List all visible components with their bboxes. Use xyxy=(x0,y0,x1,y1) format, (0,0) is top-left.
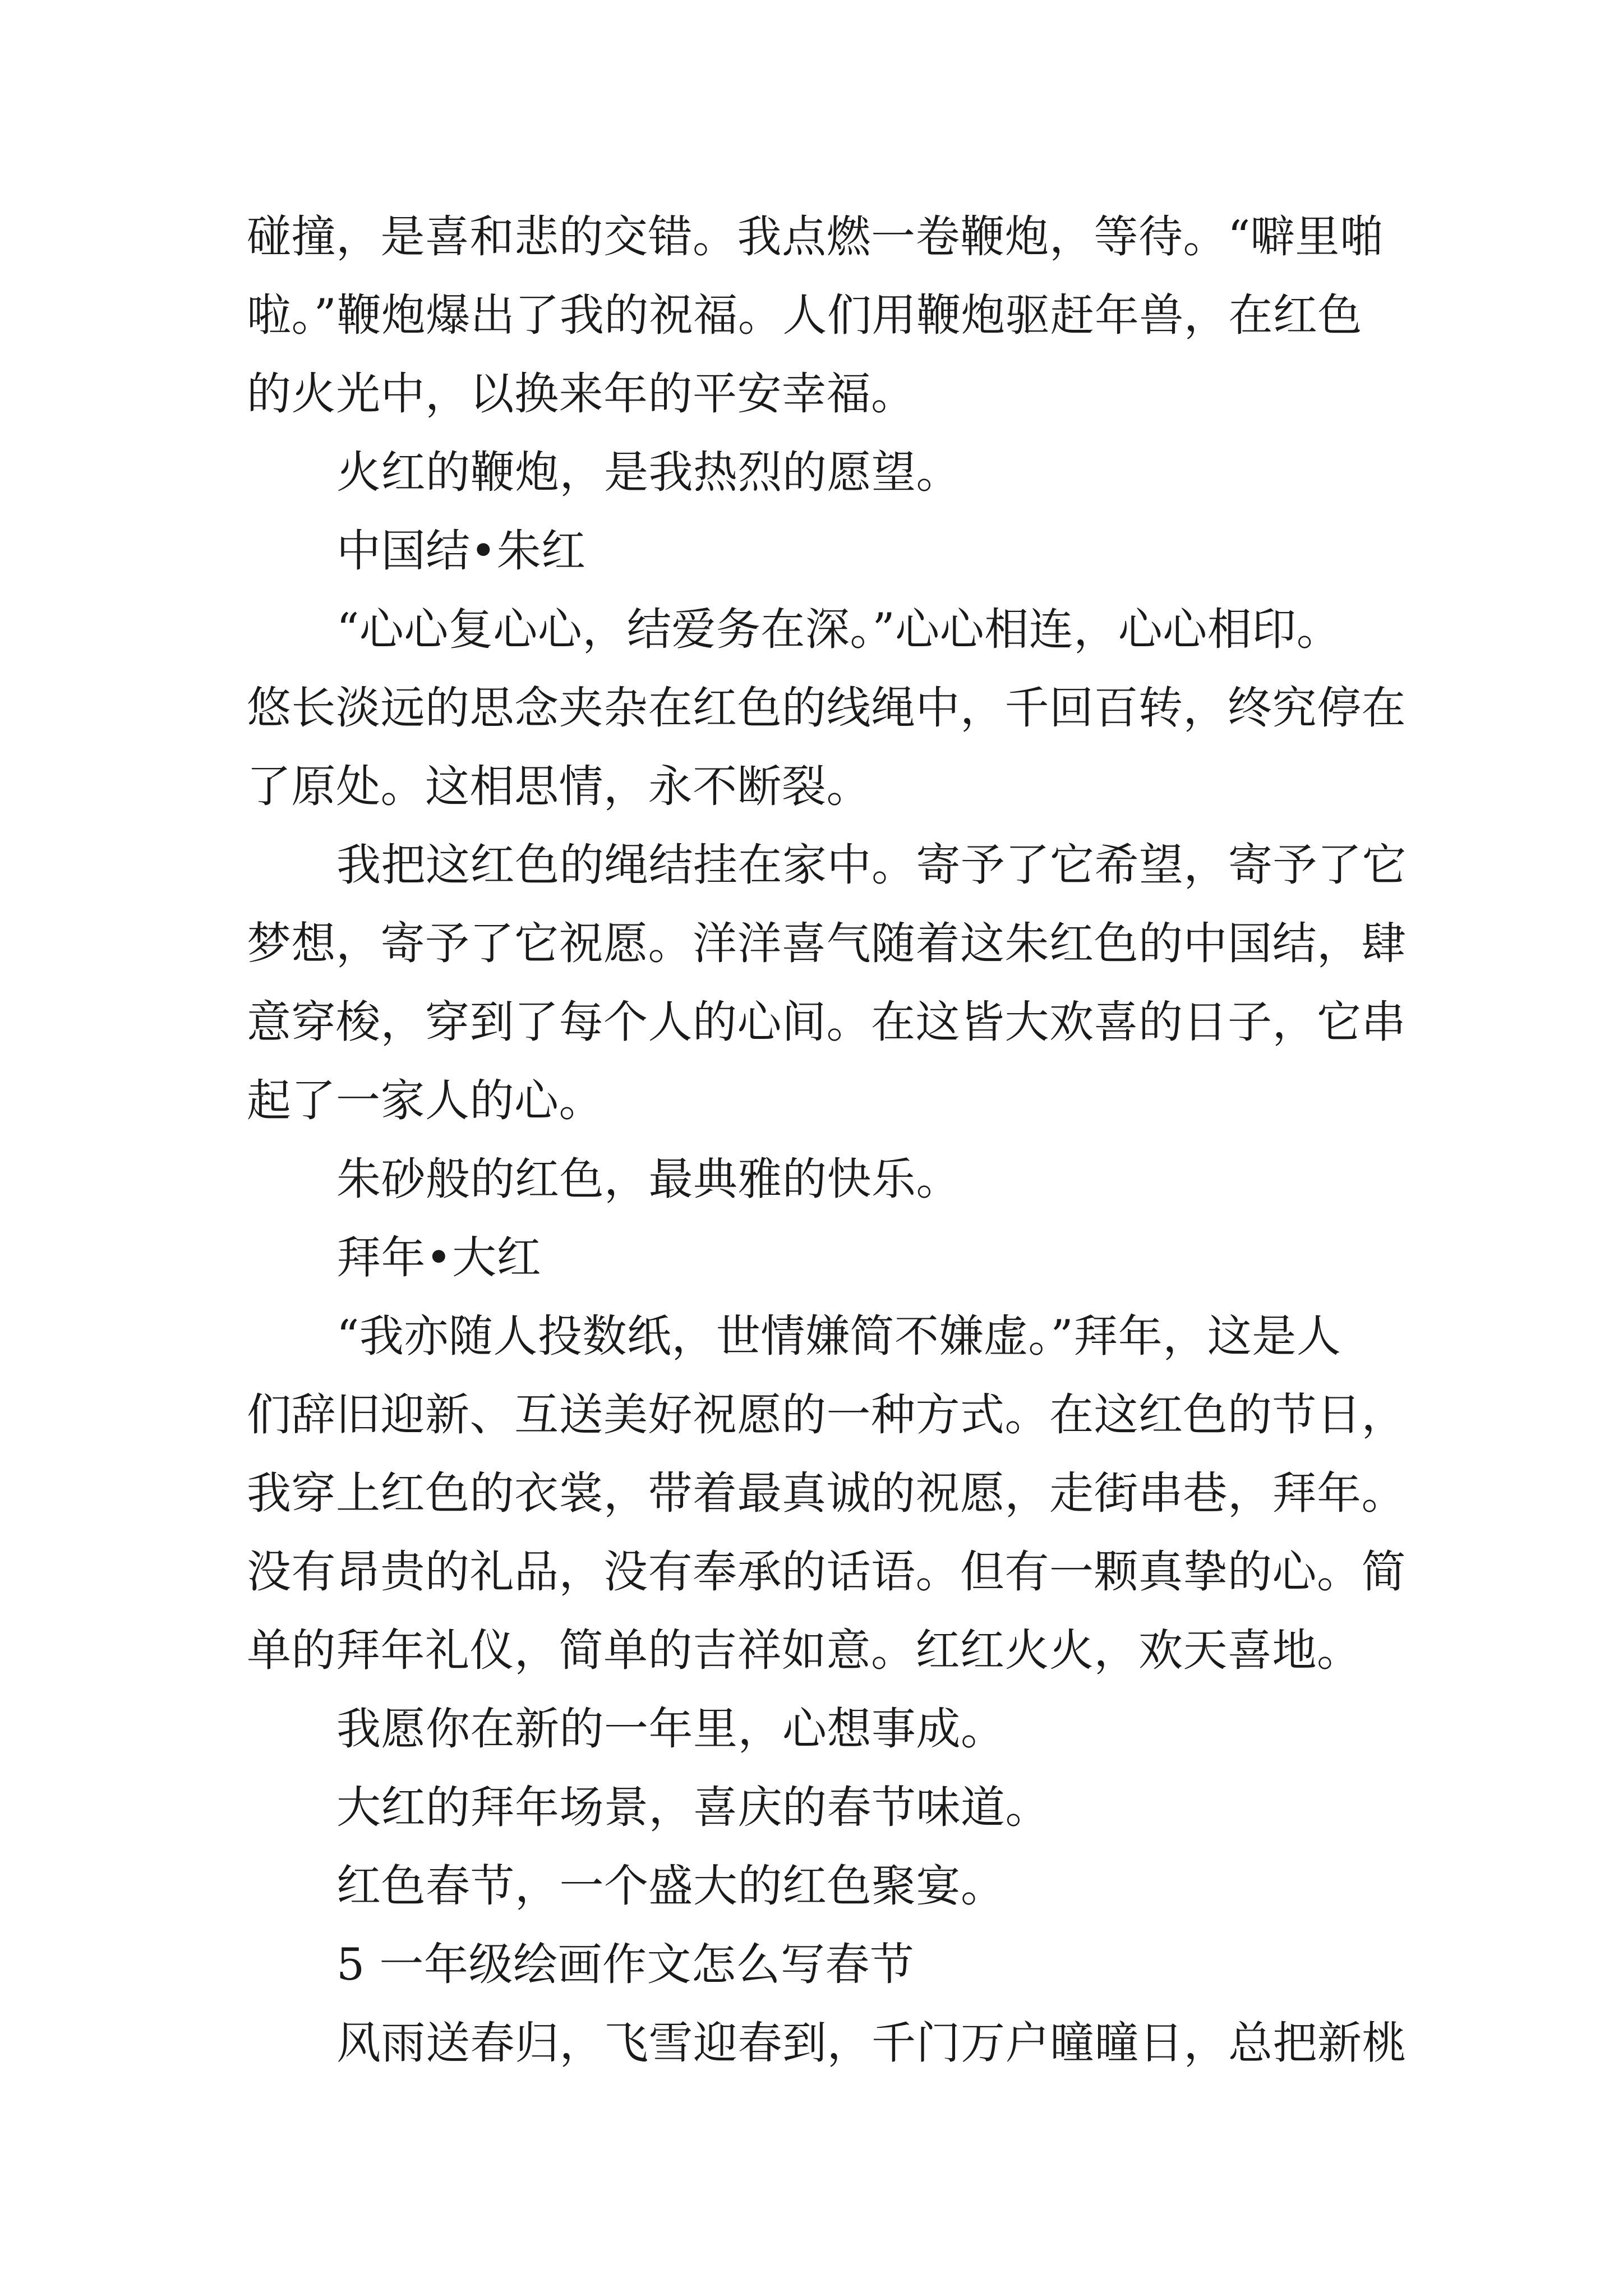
section-heading: 5 一年级绘画作文怎么写春节 xyxy=(336,1939,915,1990)
text-line: 们辞旧迎新、互送美好祝愿的一种方式。在这红色的节日， xyxy=(247,1389,1406,1441)
text-line: 朱砂般的红色，最典雅的快乐。 xyxy=(336,1153,961,1205)
text-line: 我穿上红色的衣裳，带着最真诚的祝愿，走街串巷，拜年。 xyxy=(247,1467,1406,1519)
text-line: 大红的拜年场景，喜庆的春节味道。 xyxy=(336,1782,1050,1833)
section-heading: 中国结•朱红 xyxy=(336,525,586,577)
text-line: 悠长淡远的思念夹杂在红色的线绳中，千回百转，终究停在 xyxy=(247,682,1406,734)
text-line: 的火光中，以换来年的平安幸福。 xyxy=(247,368,916,420)
section-heading: 拜年•大红 xyxy=(336,1232,542,1283)
text-line: 风雨送春归，飞雪迎春到，千门万户曈曈日，总把新桃 xyxy=(336,2017,1407,2069)
text-line: “我亦随人投数纸，世情嫌简不嫌虚。”拜年，这是人 xyxy=(336,1310,1341,1362)
text-line: 起了一家人的心。 xyxy=(247,1075,603,1126)
text-line: 意穿梭，穿到了每个人的心间。在这皆大欢喜的日子，它串 xyxy=(247,996,1406,1048)
text-line: 红色春节，一个盛大的红色聚宴。 xyxy=(336,1860,1006,1912)
text-line: 碰撞，是喜和悲的交错。我点燃一卷鞭炮，等待。“噼里啪 xyxy=(247,211,1385,263)
text-line: 我愿你在新的一年里，心想事成。 xyxy=(336,1703,1006,1755)
text-line: 我把这红色的绳结挂在家中。寄予了它希望，寄予了它 xyxy=(336,839,1407,891)
text-line: 没有昂贵的礼品，没有奉承的话语。但有一颗真挚的心。简 xyxy=(247,1546,1406,1598)
text-line: 火红的鞭炮，是我热烈的愿望。 xyxy=(336,447,961,498)
text-line: 梦想，寄予了它祝愿。洋洋喜气随着这朱红色的中国结，肆 xyxy=(247,918,1406,969)
text-line: “心心复心心，结爱务在深。”心心相连，心心相印。 xyxy=(336,604,1341,655)
text-line: 单的拜年礼仪，简单的吉祥如意。红红火火，欢天喜地。 xyxy=(247,1625,1362,1676)
text-line: 了原处。这相思情，永不断裂。 xyxy=(247,761,871,812)
text-line: 啦。”鞭炮爆出了我的祝福。人们用鞭炮驱赶年兽，在红色 xyxy=(247,289,1362,341)
